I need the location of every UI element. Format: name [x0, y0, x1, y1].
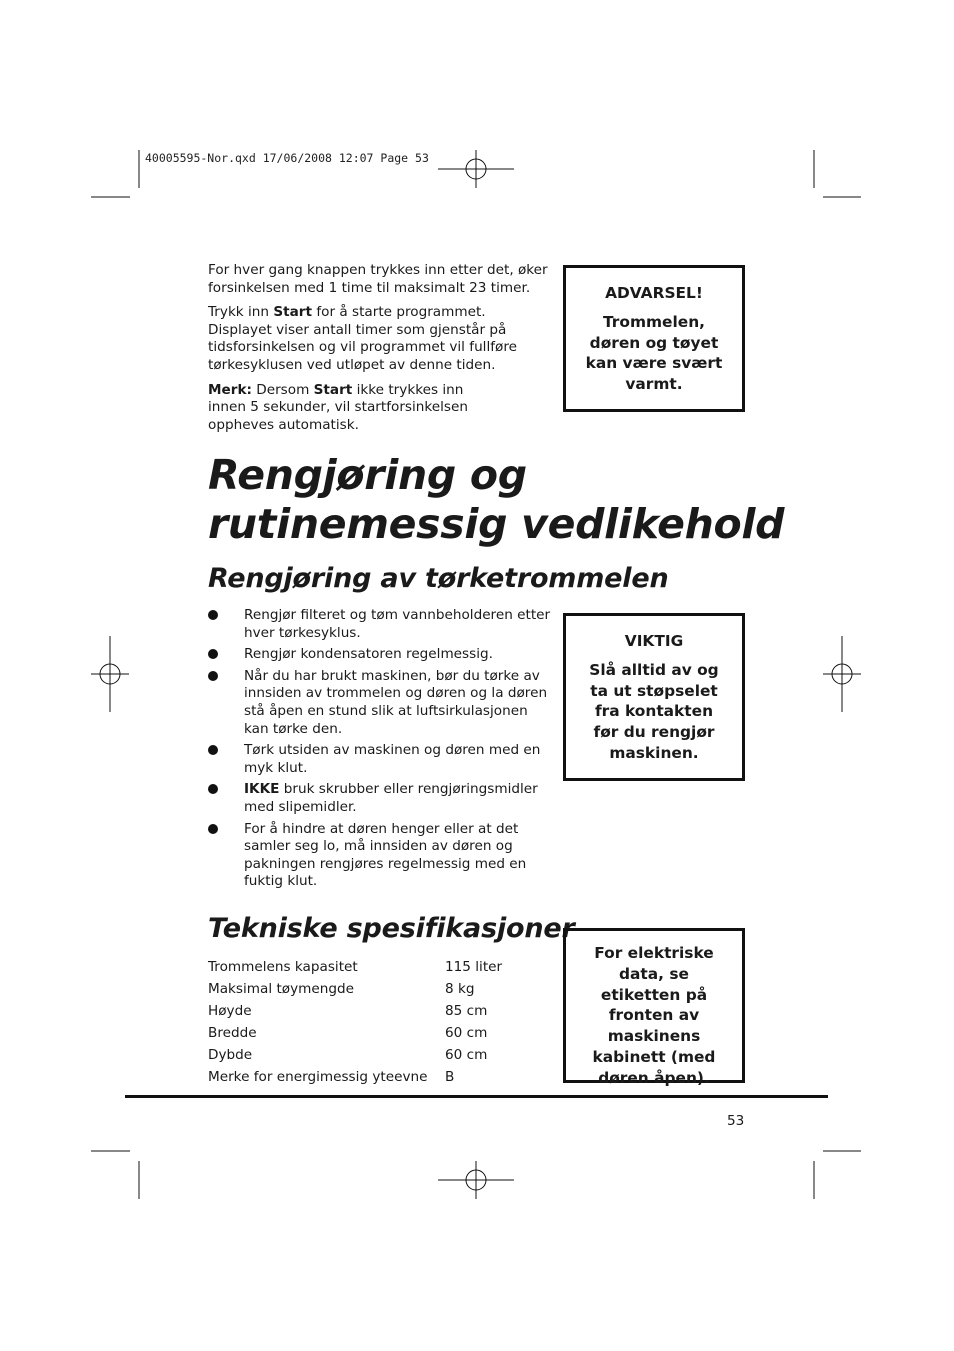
bullet-icon — [208, 824, 218, 834]
specs-table — [208, 956, 502, 1088]
table-row: Maksimal tøymengde 8 kg — [208, 981, 475, 997]
table-row: Høyde 85 cm — [208, 1003, 488, 1019]
warning-text: Trommelen, døren og tøyet kan være svært varmt. — [585, 312, 723, 394]
cleaning-list — [208, 607, 553, 895]
page-title: Rengjøring og rutinemessig vedlikehold — [208, 451, 785, 548]
table-row: Bredde 60 cm — [208, 1025, 488, 1041]
table-row: Dybde 60 cm — [208, 1047, 488, 1063]
bullet-icon — [208, 610, 218, 620]
footer-rule — [125, 1095, 828, 1098]
bullet-icon — [208, 671, 218, 681]
list-item: Rengjør kondensatoren regelmessig. — [208, 646, 553, 664]
intro-paragraph-1: For hver gang knappen trykkes inn etter det, øker forsinkelsen med 1 time til maksimalt 23 timer. — [208, 262, 548, 296]
table-row: Trommelens kapasitet 115 liter — [208, 959, 503, 975]
electrical-data-box — [563, 928, 745, 1087]
bullet-icon — [208, 745, 218, 755]
table-row: Merke for energimessig yteevne B — [208, 1069, 455, 1085]
bullet-icon — [208, 784, 218, 794]
important-title: VIKTIG — [624, 632, 684, 650]
list-item: IKKE bruk skrubber eller rengjøringsmidler med slipemidler. — [208, 781, 553, 816]
page-number: 53 — [727, 1113, 745, 1129]
list-item: Rengjør filteret og tøm vannbeholderen etter hver tørkesyklus. — [208, 607, 553, 642]
print-slug: 40005595-Nor.qxd 17/06/2008 12:07 Page 53 — [145, 151, 429, 165]
list-item: Når du har brukt maskinen, bør du tørke av innsiden av trommelen og døren og la døren stå åpen en stund slik at luftsirkulasjonen kan tørke den. — [208, 668, 553, 738]
list-item: Tørk utsiden av maskinen og døren med en myk klut. — [208, 742, 553, 777]
important-text: Slå alltid av og ta ut støpselet fra kontakten før du rengjør maskinen. — [589, 660, 719, 762]
list-item: For å hindre at døren henger eller at det samler seg lo, må innsiden av døren og pakningen rengjøres regelmessig med en fuktig klut. — [208, 821, 553, 891]
important-box — [563, 613, 745, 781]
electrical-data-text: For elektriske data, se etiketten på fronten av maskinens kabinett (med døren åpen). — [592, 944, 716, 1087]
warning-title: ADVARSEL! — [605, 284, 703, 302]
intro-paragraph-2: Trykk inn Start for å starte programmet. Displayet viser antall timer som gjenstår på tidsforsinkelsen og vil programmet vil fullføre tørkesyklusen ved utløpet av denne tiden. — [208, 304, 517, 373]
intro-paragraph-3: Merk: Dersom Start ikke trykkes inn innen 5 sekunder, vil startforsinkelsen oppheves automatisk. — [208, 381, 468, 433]
section-heading-cleaning: Rengjøring av tørketrommelen — [208, 563, 669, 594]
bullet-icon — [208, 649, 218, 659]
intro-text — [208, 262, 553, 441]
warning-box — [563, 265, 745, 412]
section-heading-specs: Tekniske spesifikasjoner — [208, 913, 575, 944]
